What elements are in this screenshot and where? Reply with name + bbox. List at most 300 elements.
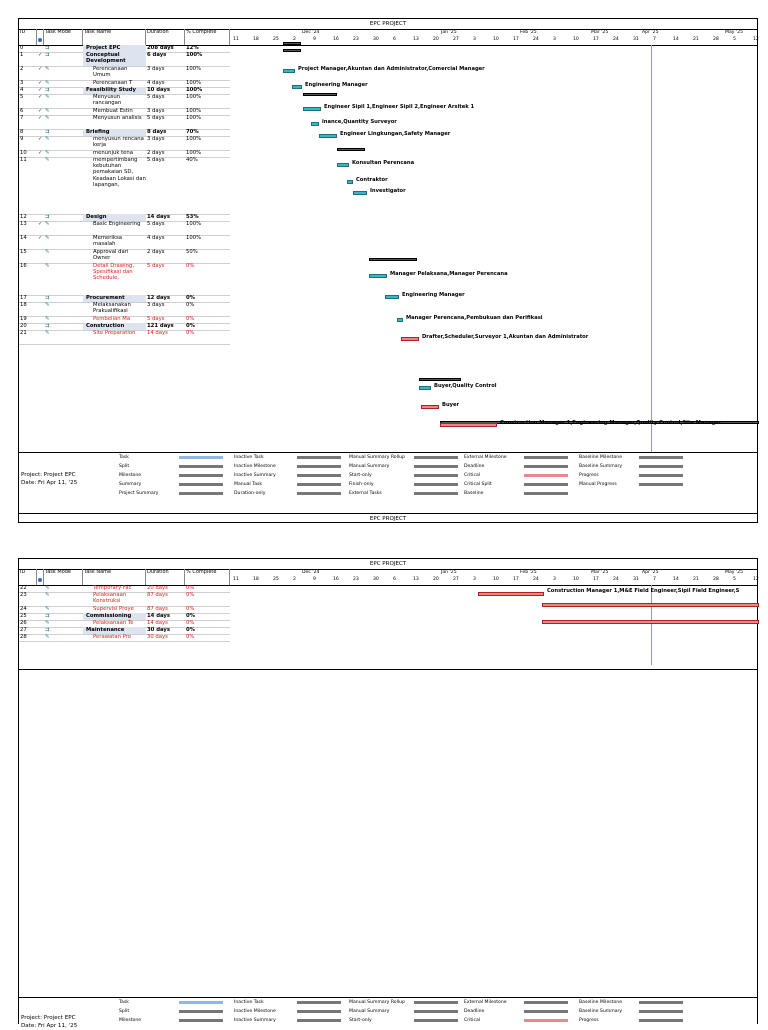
col-header-name: Task Name — [83, 569, 146, 585]
timescale-day: 9 — [313, 577, 316, 582]
task-percent: 0% — [186, 302, 195, 308]
legend-swatch — [524, 492, 568, 495]
checkmark-icon — [37, 330, 44, 344]
task-row[interactable] — [19, 302, 230, 317]
legend-swatch — [179, 1001, 223, 1004]
legend-swatch — [639, 465, 683, 468]
task-id: 21 — [20, 330, 27, 336]
legend-item-label: Deadline — [464, 464, 485, 469]
resource-label: Konsultan Perencana — [352, 160, 415, 166]
task-name: Approval dari Owner — [93, 249, 129, 262]
timescale-day: 10 — [573, 37, 579, 42]
legend-swatch — [524, 1010, 568, 1013]
task-mode-icon: ⇉ — [45, 45, 50, 51]
task-row[interactable] — [19, 115, 230, 130]
timescale-month: May '25 — [725, 570, 744, 575]
task-id: 23 — [20, 592, 27, 598]
gantt-bar — [292, 85, 302, 89]
col-header-complete: % Complete — [185, 569, 230, 585]
timescale-day: 11 — [233, 37, 239, 42]
legend-swatch — [414, 1001, 458, 1004]
checkmark-icon — [37, 606, 44, 613]
task-id: 8 — [20, 129, 24, 135]
task-name: Perawatan Pro — [93, 634, 132, 640]
task-id: 18 — [20, 302, 27, 308]
timescale-day: 13 — [413, 37, 419, 42]
resource-label: Engineering Manager — [305, 82, 368, 88]
task-percent: 0% — [186, 613, 195, 619]
task-id: 27 — [20, 627, 27, 633]
gantt-bar — [440, 423, 497, 427]
legend-item-label: Milestone — [119, 1018, 142, 1023]
task-duration: 2 days — [147, 150, 165, 156]
legend-item-label: Inactive Summary — [234, 473, 276, 478]
task-name: Site Preparation — [93, 330, 136, 336]
timescale-day: 21 — [693, 577, 699, 582]
task-name: Membuat Estin — [93, 108, 133, 114]
task-mode-icon: ✎ — [45, 634, 50, 640]
task-name: Supervisi Proye — [93, 606, 134, 612]
task-duration: 208 days — [147, 45, 174, 51]
legend-item-label: Manual Task — [234, 482, 263, 487]
task-row[interactable] — [19, 157, 230, 215]
timescale-day: 31 — [633, 577, 639, 582]
timescale-day: 21 — [693, 37, 699, 42]
legend-item-label: External Tasks — [349, 491, 382, 496]
task-mode-icon: ✎ — [45, 249, 50, 255]
task-mode-icon: ⇉ — [45, 87, 50, 93]
checkmark-icon — [37, 585, 44, 592]
timescale-day: 23 — [353, 577, 359, 582]
task-duration: 14 days — [147, 613, 171, 619]
legend-swatch — [297, 1001, 341, 1004]
legend-swatch — [179, 492, 223, 495]
task-mode-icon: ✎ — [45, 66, 50, 72]
checkmark-icon — [37, 249, 44, 263]
timescale — [230, 29, 757, 45]
gantt-bar — [283, 49, 301, 52]
legend-item-label: Start-only — [349, 473, 372, 478]
task-name: Detail Drawing, Spesifikasi dan Schedule, — [93, 263, 134, 282]
task-row[interactable] — [19, 634, 230, 642]
gantt-bar — [369, 258, 417, 261]
resource-label: Construction Manager 1,M&E Field Engineer,Sipil Field Engineer,S — [547, 588, 740, 594]
table-bottom-rule — [19, 669, 757, 670]
gantt-bar — [542, 620, 759, 624]
page-header-title: EPC PROJECT — [19, 19, 757, 30]
timescale-day: 3 — [473, 577, 476, 582]
gantt-bar — [353, 191, 367, 195]
gantt-bar — [283, 42, 301, 45]
timescale-month: Mar '25 — [591, 30, 609, 35]
task-percent: 100% — [186, 235, 202, 241]
checkmark-icon: ✓ — [38, 150, 43, 156]
col-header-duration: Duration — [146, 29, 185, 45]
task-percent: 100% — [186, 136, 202, 142]
gantt-bar — [337, 163, 349, 167]
task-id: 22 — [20, 585, 27, 591]
task-duration: 3 days — [147, 108, 165, 114]
gantt-page-2 — [18, 558, 759, 1029]
task-mode-icon: ✎ — [45, 302, 50, 308]
timescale-day: 24 — [533, 37, 539, 42]
legend-item-label: Task — [119, 1000, 129, 1005]
timescale-day: 11 — [233, 577, 239, 582]
task-duration: 87 days — [147, 592, 168, 598]
task-percent: 0% — [186, 323, 195, 329]
timescale-day: 24 — [613, 37, 619, 42]
task-id: 9 — [20, 136, 24, 142]
task-id: 1 — [20, 52, 24, 58]
col-header-duration: Duration — [146, 569, 185, 585]
task-id: 28 — [20, 634, 27, 640]
legend-swatch — [414, 1019, 458, 1022]
timescale-month: Dec '24 — [302, 30, 320, 35]
task-row[interactable] — [19, 136, 230, 151]
timescale-day: 13 — [413, 577, 419, 582]
timescale-day: 27 — [453, 37, 459, 42]
task-percent: 100% — [186, 115, 202, 121]
task-name: Briefing — [83, 129, 146, 136]
task-id: 16 — [20, 263, 27, 269]
task-name: Conceptual Development — [83, 52, 146, 66]
task-name: Pelaksanaan Te — [93, 620, 134, 626]
checkmark-icon — [37, 627, 44, 634]
legend-item-label: Inactive Task — [234, 1000, 264, 1005]
timescale-day: 5 — [733, 37, 736, 42]
task-name: Procurement — [83, 295, 146, 302]
resource-label: Engineer Sipil 1,Engineer Sipil 2,Engineer Arsitek 1 — [324, 104, 475, 110]
legend-swatch — [297, 492, 341, 495]
timescale-month: May '25 — [725, 30, 744, 35]
task-mode-icon: ✎ — [45, 115, 50, 121]
task-mode-icon: ✎ — [45, 108, 50, 114]
timescale-day: 20 — [433, 577, 439, 582]
timescale-day: 20 — [433, 37, 439, 42]
task-row[interactable] — [19, 249, 230, 264]
gantt-bar — [311, 122, 319, 126]
checkmark-icon: ✓ — [38, 52, 43, 58]
task-row[interactable] — [19, 66, 230, 81]
task-percent: 100% — [186, 108, 202, 114]
legend-swatch — [179, 465, 223, 468]
task-duration: 10 days — [147, 87, 171, 93]
gantt-header — [19, 29, 757, 46]
task-id: 14 — [20, 235, 27, 241]
timescale-month: Feb '25 — [520, 30, 537, 35]
task-duration: 4 days — [147, 235, 165, 241]
legend-swatch — [639, 1010, 683, 1013]
legend-swatch — [414, 456, 458, 459]
task-duration: 5 days — [147, 94, 165, 100]
resource-label: Investigator — [370, 188, 406, 194]
checkmark-icon — [37, 323, 44, 330]
task-row[interactable] — [19, 263, 230, 296]
task-percent: 0% — [186, 634, 195, 640]
task-id: 19 — [20, 316, 27, 322]
task-duration: 3 days — [147, 302, 165, 308]
legend-item-label: Baseline Milestone — [579, 455, 623, 460]
task-mode-icon: ⇉ — [45, 214, 50, 220]
legend-swatch — [297, 1019, 341, 1022]
legend-swatch — [524, 483, 568, 486]
legend-swatch — [524, 1019, 568, 1022]
legend-item-label: Inactive Task — [234, 455, 264, 460]
task-row[interactable] — [19, 330, 230, 345]
resource-label: Project Manager,Akuntan dan Administrator,Comercial Manager — [298, 66, 485, 72]
col-header-id: ID — [19, 29, 37, 45]
legend-item-label: Manual Summary — [349, 1009, 390, 1014]
timescale-day: 17 — [513, 577, 519, 582]
legend-item-label: Manual Summary Rollup — [349, 455, 405, 460]
timescale-day: 17 — [513, 37, 519, 42]
task-id: 20 — [20, 323, 27, 329]
task-row[interactable] — [19, 221, 230, 236]
task-duration: 14 days — [147, 620, 168, 626]
legend-item-label: Inactive Milestone — [234, 464, 276, 469]
checkmark-icon: ✓ — [38, 87, 43, 93]
task-id: 25 — [20, 613, 27, 619]
legend-item-label: Split — [119, 1009, 130, 1014]
checkmark-icon: ✓ — [38, 235, 43, 241]
legend-swatch — [414, 483, 458, 486]
task-name: Pembelian Ma — [93, 316, 131, 322]
task-id: 15 — [20, 249, 27, 255]
legend-project-name: Project: Project EPC — [21, 1015, 76, 1021]
timescale-month: Mar '25 — [591, 570, 609, 575]
timescale-day: 2 — [293, 37, 296, 42]
timescale-day: 14 — [673, 37, 679, 42]
task-percent: 100% — [186, 52, 203, 58]
legend-swatch — [297, 1010, 341, 1013]
checkmark-icon — [37, 45, 44, 52]
task-percent: 0% — [186, 620, 195, 626]
timescale-day: 7 — [653, 37, 656, 42]
legend-item-label: Manual Summary — [349, 464, 390, 469]
timescale-month: Apr '25 — [642, 570, 659, 575]
resource-label: Manager Pelaksana,Manager Perencana — [390, 271, 508, 277]
gantt-bar — [303, 93, 337, 96]
task-percent: 53% — [186, 214, 199, 220]
gantt-bar — [347, 180, 353, 184]
task-duration: 14 days — [147, 330, 168, 336]
task-duration: 121 days — [147, 323, 174, 329]
timescale-day: 27 — [453, 577, 459, 582]
legend-project-name: Project: Project EPC — [21, 472, 76, 478]
timescale-day: 16 — [333, 577, 339, 582]
gantt-bar — [369, 274, 387, 278]
checkmark-icon — [37, 613, 44, 620]
task-percent: 100% — [186, 221, 202, 227]
legend-swatch — [297, 465, 341, 468]
legend-item-label: Deadline — [464, 1009, 485, 1014]
timescale-day: 3 — [553, 37, 556, 42]
legend-swatch — [414, 492, 458, 495]
timescale-month: Jan '25 — [441, 30, 457, 35]
timescale-day: 3 — [473, 37, 476, 42]
legend-item-label: Milestone — [119, 473, 142, 478]
task-mode-icon: ⇉ — [45, 295, 50, 301]
task-name: Commissioning — [83, 613, 146, 620]
timescale-month: Feb '25 — [520, 570, 537, 575]
task-mode-icon: ✎ — [45, 620, 50, 626]
timescale-day: 25 — [273, 37, 279, 42]
task-name: Pelaksanaan Konstruksi — [93, 592, 127, 605]
legend-item-label: External Milestone — [464, 1000, 507, 1005]
gantt-page-1 — [18, 18, 758, 523]
task-percent: 40% — [186, 157, 198, 163]
task-name: Temporary Fac — [93, 585, 132, 591]
timescale-day: 14 — [673, 577, 679, 582]
task-id: 11 — [20, 157, 27, 163]
resource-label: Drafter,Scheduler,Surveyor 1,Akuntan dan Administrator — [422, 334, 589, 340]
task-mode-icon: ✎ — [45, 150, 50, 156]
task-name: Feasibility Study — [83, 87, 146, 94]
timescale-day: 24 — [613, 577, 619, 582]
legend-swatch — [179, 474, 223, 477]
task-row[interactable] — [19, 592, 230, 607]
legend-swatch — [639, 483, 683, 486]
legend-swatch — [639, 1001, 683, 1004]
task-duration: 6 days — [147, 52, 167, 58]
task-name: Construction — [83, 323, 146, 330]
checkmark-icon: ✓ — [38, 108, 43, 114]
gantt-bar — [283, 69, 295, 73]
task-mode-icon: ⇉ — [45, 627, 50, 633]
timescale-day: 18 — [253, 37, 259, 42]
task-row[interactable] — [19, 94, 230, 109]
task-row[interactable] — [19, 52, 230, 67]
legend-swatch — [179, 1010, 223, 1013]
gantt-bar — [319, 134, 337, 138]
timescale-day: 31 — [633, 37, 639, 42]
task-mode-icon: ✎ — [45, 606, 50, 612]
task-duration: 87 days — [147, 606, 168, 612]
task-mode-icon: ✎ — [45, 157, 50, 163]
task-percent: 0% — [186, 585, 195, 591]
gantt-bar — [401, 337, 419, 341]
checkmark-icon — [37, 263, 44, 295]
timescale-day: 10 — [573, 577, 579, 582]
timescale-day: 3 — [553, 577, 556, 582]
task-name: Menyusun analisis — [93, 115, 142, 121]
resource-label: Buyer,Quality Control — [434, 383, 497, 389]
legend-item-label: External Milestone — [464, 455, 507, 460]
task-duration: 30 days — [147, 634, 168, 640]
resource-label: Engineering Manager — [402, 292, 465, 298]
gantt-bar — [478, 592, 544, 596]
task-percent: 0% — [186, 627, 195, 633]
task-duration: 2 days — [147, 249, 165, 255]
checkmark-icon — [37, 634, 44, 641]
legend-item-label: Finish-only — [349, 482, 374, 487]
status-date-line — [651, 585, 652, 665]
timescale-day: 25 — [273, 577, 279, 582]
task-percent: 0% — [186, 592, 195, 598]
checkmark-icon — [37, 295, 44, 302]
timescale-day: 18 — [253, 577, 259, 582]
task-mode-icon: ⇉ — [45, 129, 50, 135]
task-mode-icon: ⇉ — [45, 613, 50, 619]
timescale-month: Jan '25 — [441, 570, 457, 575]
legend-swatch — [414, 1010, 458, 1013]
page-footer-title: EPC PROJECT — [19, 513, 757, 524]
legend-item-label: Baseline Summary — [579, 464, 623, 469]
resource-label: Contraktor — [356, 177, 388, 183]
legend-swatch — [179, 483, 223, 486]
task-duration: 3 days — [147, 136, 165, 142]
task-id: 24 — [20, 606, 27, 612]
task-duration: 30 days — [147, 627, 171, 633]
task-name: Design — [83, 214, 146, 221]
checkmark-icon: ✓ — [38, 115, 43, 121]
task-name: Menyusun rancangan — [93, 94, 122, 107]
gantt-bar — [385, 295, 399, 299]
timescale-day: 2 — [293, 577, 296, 582]
task-duration: 20 days — [147, 585, 168, 591]
legend-swatch — [524, 465, 568, 468]
legend-date: Date: Fri Apr 11, '25 — [21, 480, 78, 486]
checkmark-icon: ✓ — [38, 94, 43, 100]
task-id: 7 — [20, 115, 24, 121]
timescale-day: 10 — [493, 37, 499, 42]
legend-swatch — [639, 474, 683, 477]
task-percent: 100% — [186, 66, 202, 72]
task-mode-icon: ✎ — [45, 221, 50, 227]
task-id: 5 — [20, 94, 24, 100]
checkmark-icon — [37, 592, 44, 606]
legend-swatch — [414, 465, 458, 468]
checkmark-icon — [37, 316, 44, 323]
task-id: 0 — [20, 45, 24, 51]
task-mode-icon: ✎ — [45, 585, 50, 591]
task-duration: 5 days — [147, 115, 165, 121]
legend-item-label: Split — [119, 464, 130, 469]
task-row[interactable] — [19, 235, 230, 250]
checkmark-icon: ✓ — [38, 66, 43, 72]
task-id: 12 — [20, 214, 27, 220]
page-header-title: EPC PROJECT — [19, 559, 757, 570]
legend-item-label: Baseline — [464, 491, 484, 496]
task-percent: 0% — [186, 606, 195, 612]
task-percent: 0% — [186, 295, 195, 301]
task-name: Project EPC — [83, 45, 146, 52]
task-mode-icon: ✎ — [45, 330, 50, 336]
legend-item-label: Critical — [464, 1018, 481, 1023]
legend-swatch — [639, 456, 683, 459]
col-header-id: ID — [19, 569, 37, 585]
task-duration: 12 days — [147, 295, 171, 301]
legend-swatch — [297, 456, 341, 459]
timescale-day: 30 — [373, 577, 379, 582]
legend-item-label: Task — [119, 455, 129, 460]
task-percent: 100% — [186, 150, 202, 156]
task-name: Maintenance — [83, 627, 146, 634]
legend-swatch — [524, 474, 568, 477]
task-mode-icon: ✎ — [45, 94, 50, 100]
legend-swatch — [179, 456, 223, 459]
legend-swatch — [297, 474, 341, 477]
col-header-complete: % Complete — [185, 29, 230, 45]
resource-label: Construction Manager 1,Engineering Manager,Quality Control,Site Manager — [500, 420, 722, 426]
legend-item-label: Summary — [119, 482, 142, 487]
timescale-day: 5 — [733, 577, 736, 582]
task-mode-icon: ✎ — [45, 592, 50, 598]
resource-label: Buyer — [442, 402, 460, 408]
timescale — [230, 569, 757, 585]
timescale-day: 16 — [333, 37, 339, 42]
legend-swatch — [524, 456, 568, 459]
